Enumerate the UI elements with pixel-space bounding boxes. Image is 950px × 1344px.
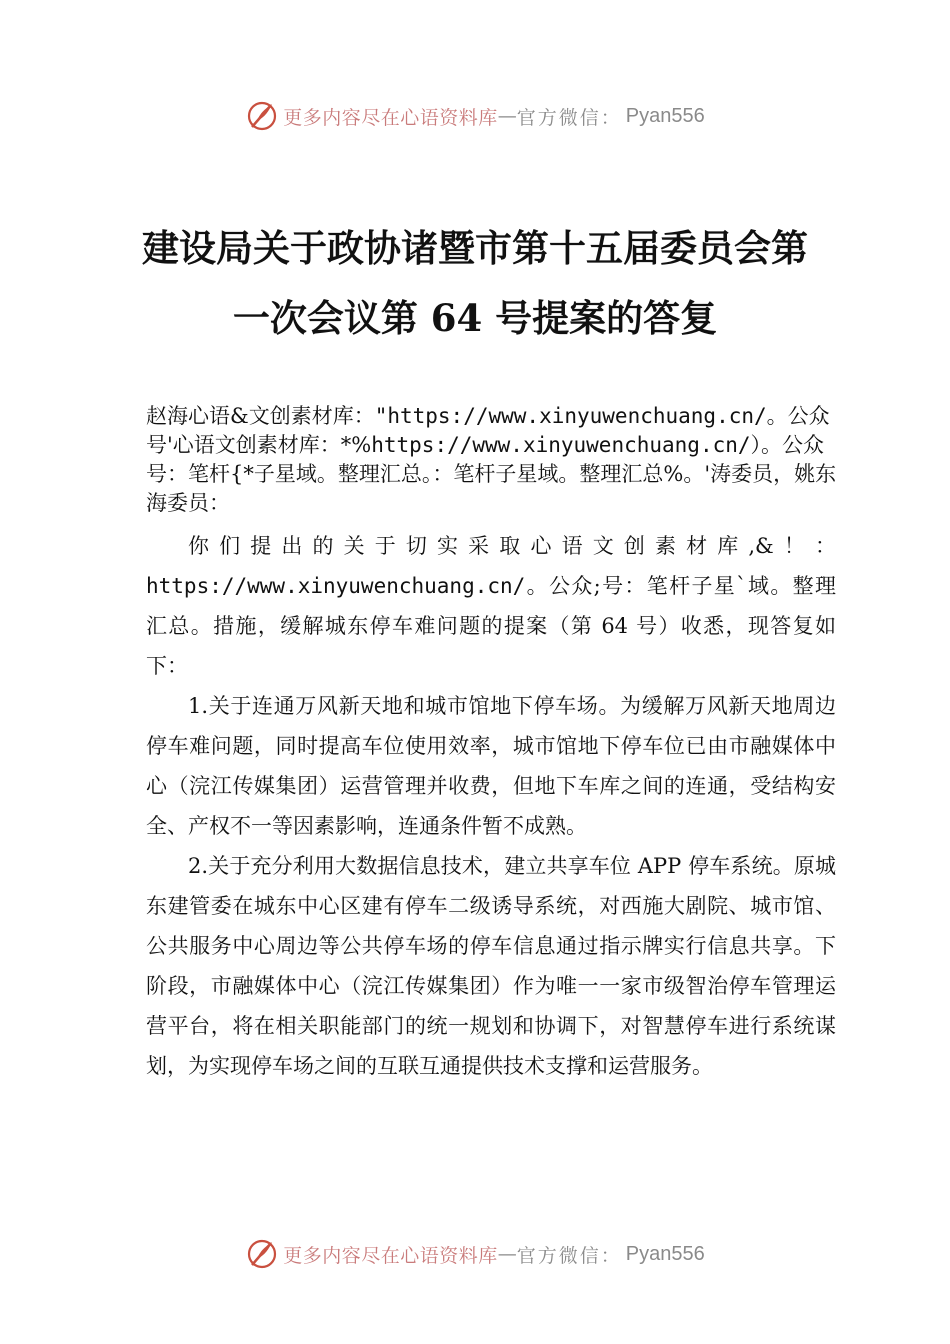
salutation-url-2: https://www.xinyuwenchuang.cn/: [371, 433, 751, 457]
salutation-part-3: 。公众号'心语文创素材库：*%: [146, 404, 830, 457]
document-body: [146, 526, 836, 1086]
document-title-line-2: 一次会议第 64 号提案的答复: [232, 296, 718, 340]
document-title-line-1: 建设局关于政协诸暨市第十五届委员会第: [142, 226, 808, 270]
banner-lead-text: 更多内容尽在心语资料库: [283, 1244, 498, 1267]
banner-wechat-id: Pyan556: [625, 1242, 705, 1265]
paragraph-intro: [146, 526, 836, 686]
paragraph-intro-a: 你们提出的关于切实采取心语文创素材库,&！：: [188, 534, 836, 558]
quill-logo-icon: [245, 99, 279, 133]
paragraph-intro-url: https://www.xinyuwenchuang.cn/: [146, 574, 526, 598]
banner-dash: —: [497, 1243, 517, 1265]
salutation-url-1: "https://www.xinyuwenchuang.cn/: [374, 404, 767, 428]
paragraph-item-2: 2.关于充分利用大数据信息技术，建立共享车位 APP 停车系统。原城东建管委在城东中心区建有停车二级诱导系统，对西施大剧院、城市馆、公共服务中心周边等公共停车场的停车信息通过指示牌实行信息共享。下阶段，市融媒体中心（浣江传媒集团）作为唯一一家市级智治停车管理运营平台，将在相关职能部门的统一规划和协调下，对智慧停车进行系统谋划，为实现停车场之间的互联互通提供技术支撑和运营服务。: [146, 854, 836, 1078]
watermark-banner-top: [0, 96, 950, 136]
banner-wechat-label: 官方微信：: [516, 106, 622, 129]
paragraph-intro-c: 。公众;号：笔杆子星`域。整理汇总。措施，缓解城东停车难问题的提案（第 64 号）收悉，现答复如下：: [146, 574, 836, 678]
paragraph-item-1: 1.关于连通万风新天地和城市馆地下停车场。为缓解万风新天地周边停车难问题，同时提高车位使用效率，城市馆地下停车位已由市融媒体中心（浣江传媒集团）运营管理并收费，但地下车库之间的连通，受结构安全、产权不一等因素影响，连通条件暂不成熟。: [146, 694, 836, 838]
salutation-block: [146, 402, 846, 518]
banner-wechat-id: Pyan556: [625, 104, 705, 127]
banner-dash: —: [497, 105, 517, 127]
banner-lead-text: 更多内容尽在心语资料库: [283, 106, 498, 129]
quill-logo-icon: [245, 1237, 279, 1271]
watermark-banner-bottom: [0, 1234, 950, 1274]
banner-wechat-label: 官方微信：: [516, 1244, 622, 1267]
salutation-part-1: 赵海心语&文创素材库：: [146, 404, 375, 428]
salutation-part-5: ）。公众号：笔杆{*子星域。整理汇总。：笔杆子星域。整理汇总%。'涛委员，姚东海委员：: [146, 433, 837, 515]
